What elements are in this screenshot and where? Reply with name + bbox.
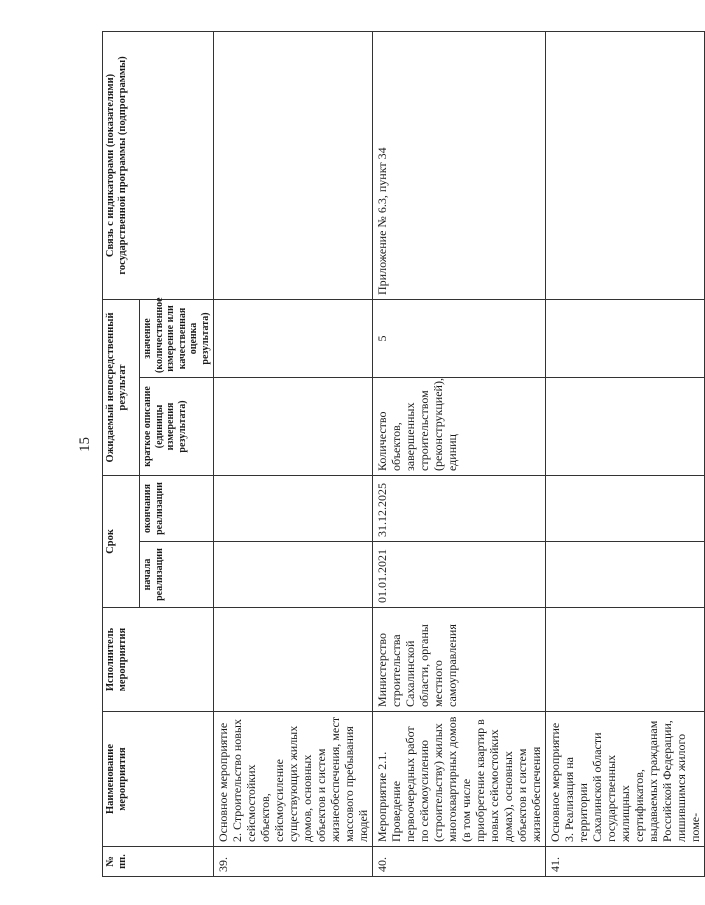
row-start <box>546 542 705 608</box>
row-start <box>214 542 373 608</box>
row-num: 39. <box>214 847 373 877</box>
header-name: Наименование мероприятия <box>103 712 214 847</box>
rotated-table-wrapper <box>102 32 702 877</box>
row-link: Приложение № 6.3, пункт 34 <box>373 31 546 299</box>
header-row <box>103 31 140 876</box>
row-executor <box>546 608 705 712</box>
row-end <box>546 475 705 541</box>
header-link: Связь с индикаторами (показателями) государственной программы (подпрограммы) <box>103 31 214 299</box>
header-term-end: окончания реализации <box>140 475 214 541</box>
row-num: 41. <box>546 847 705 877</box>
table-row <box>373 31 546 876</box>
table-row <box>214 31 373 876</box>
row-num: 40. <box>373 847 546 877</box>
row-executor: Министерство строительства Сахалинской области, органы местного самоуправления <box>373 608 546 712</box>
row-executor <box>214 608 373 712</box>
row-start: 01.01.2021 <box>373 542 546 608</box>
header-num: № пп. <box>103 847 214 877</box>
header-executor: Исполнитель мероприятия <box>103 608 214 712</box>
row-link <box>546 31 705 299</box>
row-desc <box>546 377 705 475</box>
row-name: Основное мероприятие 2. Строительство новых сейсмостойких объектов, сейсмоусиление существующих жилых домов, основных объектов и систем жизнеобеспечения, мест массового пребывания людей <box>214 712 373 847</box>
row-name: Основное мероприятие 3. Реализация на территории Сахалинской области государственных жилищных сертификатов, выдаваемых гражданам Российской Федерации, лишившимся жилого поме- <box>546 712 705 847</box>
row-value <box>214 299 373 377</box>
header-result: Ожидаемый непосредственный результат <box>103 299 140 475</box>
header-result-value: значение (количественное измерение или качественная оценка результата) <box>140 299 214 377</box>
row-name: Мероприятие 2.1. Проведение первоочередных работ по сейсмоусилению (строительству) жилых многоквартирных домов (в том числе приобретение квартир в новых сейсмостойких домах), основных объектов и систем жизнеобеспечения <box>373 712 546 847</box>
row-end <box>214 475 373 541</box>
row-value <box>546 299 705 377</box>
page-number: 15 <box>77 437 93 452</box>
row-value: 5 <box>373 299 546 377</box>
row-desc: Количество объектов, завершенных строительством (реконструкцией), единиц <box>373 377 546 475</box>
header-term-start: начала реализации <box>140 542 214 608</box>
header-result-desc: краткое описание (единицы измерения результата) <box>140 377 214 475</box>
activities-table <box>102 31 705 877</box>
header-term: Срок <box>103 475 140 607</box>
row-desc <box>214 377 373 475</box>
row-end: 31.12.2025 <box>373 475 546 541</box>
table-row <box>546 31 705 876</box>
row-link <box>214 31 373 299</box>
